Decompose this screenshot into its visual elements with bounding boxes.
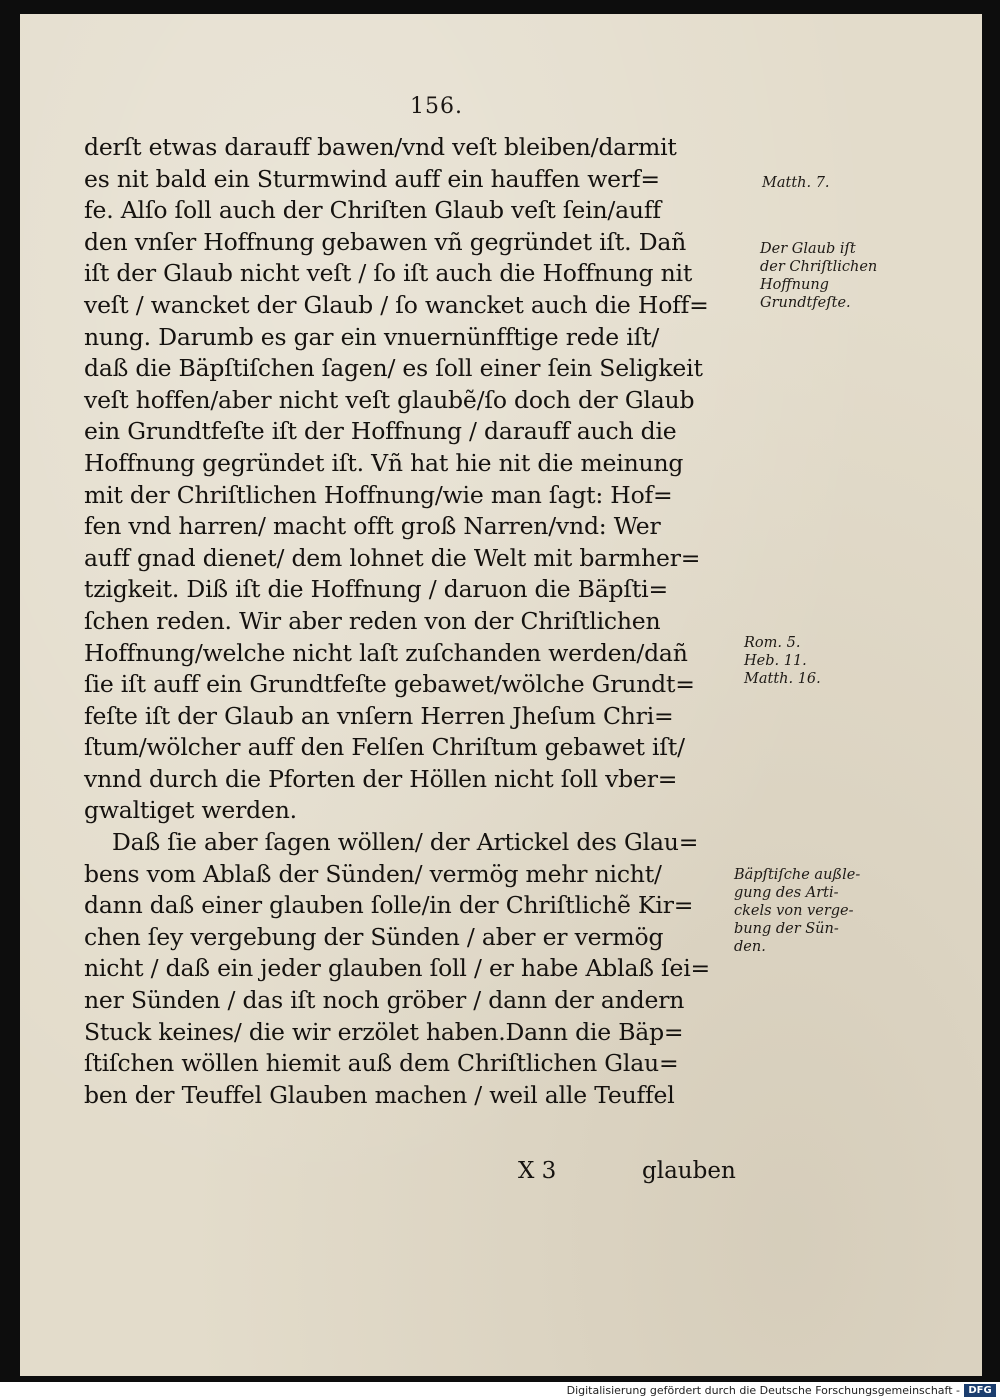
- margin-note-line: gung des Arti-: [734, 885, 839, 901]
- margin-note-line: bung der Sün-: [734, 921, 839, 937]
- text-line: ein Grundtfeſte iſt der Hoffnung / darauff auch die: [84, 417, 677, 446]
- margin-note-line: Rom. 5.: [744, 635, 801, 651]
- text-line: ſtiſchen wöllen hiemit auß dem Chriſtlichen Glau=: [84, 1049, 679, 1078]
- text-line: fe. Alſo ſoll auch der Chriſten Glaub veſt ſein/auff: [84, 196, 661, 225]
- catchword: glauben: [642, 1158, 736, 1184]
- margin-note-line: Matth. 7.: [762, 175, 830, 191]
- text-line: ſie iſt auff ein Grundtfeſte gebawet/wölche Grundt=: [84, 670, 695, 699]
- text-line: ſtum/wölcher auff den Felſen Chriſtum gebawet iſt/: [84, 733, 685, 762]
- margin-note-line: Matth. 16.: [744, 671, 821, 687]
- margin-note: [762, 174, 830, 192]
- text-line: mit der Chriſtlichen Hoffnung/wie man ſagt: Hof=: [84, 480, 673, 509]
- text-line: tzigkeit. Diß iſt die Hoffnung / daruon die Bäpſti=: [84, 575, 668, 604]
- text-line: bens vom Ablaß der Sünden/ vermög mehr nicht/: [84, 859, 662, 888]
- text-line: feſte iſt der Glaub an vnſern Herren Jheſum Chri=: [84, 701, 674, 730]
- text-line: Stuck keines/ die wir erzölet haben.Dann die Bäp=: [84, 1017, 684, 1046]
- text-line: chen ſey vergebung der Sünden / aber er vermög: [84, 922, 664, 951]
- text-line: iſt der Glaub nicht veſt / ſo iſt auch die Hoffnung nit: [84, 259, 693, 288]
- text-line: nung. Darumb es gar ein vnuernünfftige rede iſt/: [84, 322, 660, 351]
- text-line: Hoffnung/welche nicht laſt zuſchanden werden/dañ: [84, 638, 688, 667]
- main-text-block: [84, 132, 784, 1111]
- margin-note: [744, 634, 821, 688]
- margin-note: [760, 240, 877, 312]
- text-line: Hoffnung gegründet iſt. Vñ hat hie nit die meinung: [84, 448, 684, 477]
- margin-note-line: den.: [734, 939, 766, 955]
- signature-mark: X 3: [518, 1158, 557, 1184]
- text-line: den vnſer Hoffnung gebawen vñ gegründet iſt. Dañ: [84, 227, 687, 256]
- dfg-logo: DFG: [964, 1384, 996, 1397]
- text-line: es nit bald ein Sturmwind auff ein hauffen werf=: [84, 164, 660, 193]
- margin-note-line: Hoffnung: [760, 277, 829, 293]
- text-line: Daß ſie aber ſagen wöllen/ der Artickel des Glau=: [112, 828, 699, 857]
- text-line: ner Sünden / das iſt noch gröber / dann der andern: [84, 986, 685, 1015]
- text-line: derſt etwas darauff bawen/vnd veſt bleiben/darmit: [84, 133, 677, 161]
- margin-note-line: Der Glaub iſt: [760, 241, 856, 257]
- text-line: ben der Teuffel Glauben machen / weil alle Teuffel: [84, 1080, 675, 1109]
- digitization-credit-bar: [0, 1382, 1000, 1400]
- text-line: veſt / wancket der Glaub / ſo wancket auch die Hoff=: [84, 290, 709, 319]
- book-page: [20, 14, 982, 1376]
- margin-note-line: Bäpſtiſche außle-: [734, 867, 861, 883]
- text-line: fen vnd harren/ macht offt groß Narren/vnd: Wer: [84, 512, 661, 541]
- margin-note-line: der Chriſtlichen: [760, 259, 878, 275]
- margin-note-line: Heb. 11.: [744, 653, 807, 669]
- text-line: auff gnad dienet/ dem lohnet die Welt mit barmher=: [84, 543, 701, 572]
- digitization-credit-text: Digitalisierung gefördert durch die Deutsche Forschungsgemeinschaft -: [566, 1384, 960, 1397]
- text-line: ſchen reden. Wir aber reden von der Chriſtlichen: [84, 606, 661, 635]
- text-line: veſt hoffen/aber nicht veſt glaubẽ/ſo doch der Glaub: [84, 385, 695, 414]
- text-line: dann daß einer glauben ſolle/in der Chriſtlichẽ Kir=: [84, 891, 694, 920]
- page-number: 156.: [410, 94, 463, 119]
- margin-note-line: ckels von verge-: [734, 903, 854, 919]
- text-line: nicht / daß ein jeder glauben ſoll / er habe Ablaß ſei=: [84, 954, 711, 983]
- text-line: vnnd durch die Pforten der Höllen nicht ſoll vber=: [84, 764, 678, 793]
- text-line: gwaltiget werden.: [84, 796, 297, 825]
- margin-note-line: Grundtfeſte.: [760, 295, 851, 311]
- margin-note: [734, 866, 860, 956]
- text-line: daß die Bäpſtiſchen ſagen/ es ſoll einer ſein Seligkeit: [84, 354, 703, 383]
